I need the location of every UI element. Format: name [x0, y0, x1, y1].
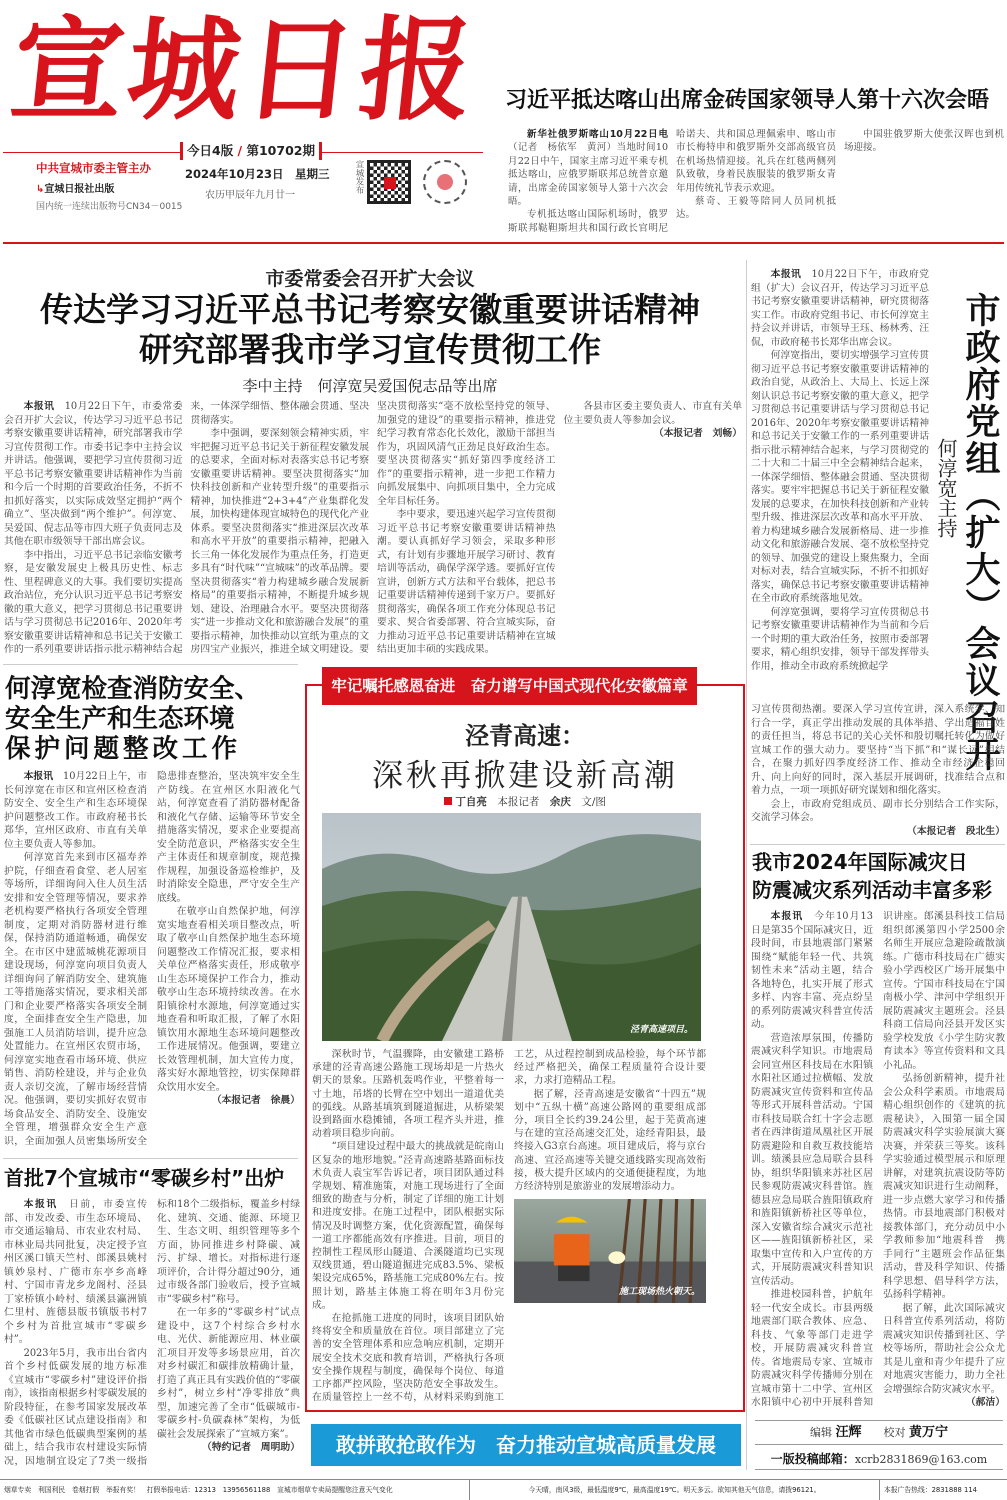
paragraph: 10月22日上午，市长何淳宽在市区和宣州区检查消防安全、安全生产和生态环境保护问题整改工作。市政府秘书长郑华，宣州区政府、市直有关单位主要负责人等参加。 — [4, 771, 148, 850]
footer-number: 114 — [964, 1486, 978, 1494]
paragraph: 营造浓厚氛围，传播防震减灾科学知识。市地震局会同宣州区科技局在水阳镇水阳社区通过拉横幅、发放防震减灾宣传资料和宣传品等形式开展科普活动。宁国市科技局联合红十字会志愿者在西津街道凤凰社区开展防震避险和自救互救技能培训。绩溪县应急局联合县科协，组织华阳镇来苏社区居民参观防震减灾科普馆。旌德县应急局联合旌阳镇政府和旌阳镇新桥社区等单位，深入安徽省综合减灾示范社区——旌阳镇新桥社区，采取集中宣传和入户宣传的方式，开展防震减灾科普知识宣传活动。 — [751, 1032, 873, 1287]
dateline: 本报讯 — [23, 401, 55, 412]
byline: （郝洁） — [965, 1397, 1005, 1408]
lunar-date: 农历甲辰年九月廿一 — [205, 190, 295, 201]
paragraph: 推进校园科普，护航年轻一代安全成长。市县两级地震部门联合教体、应急、科技、气象等部门走进学校，开展防震减灾科普宣传。省地震局专家、宣城市防震减灾科学传播师分别在宣城市第十二中学、宣州区水阳镇中心初中开展科普知识讲座。郎溪县科技工信局组织郎溪第四小学2500余名师生开展应急避险疏散演练。广德市科技局在广德实验小学西校区广场开展集中宣传。宁国市科技局在宁国南极小学、津河中学组织开展防震减灾主题班会。泾县科商工信局向泾县开发区实验学校发放《小学生防灾教育读本》等宣传资料和文具小礼品。 — [751, 911, 1005, 1408]
paragraph: （记者 杨依军 黄河）当地时间10月22日中午，国家主席习近平乘专机抵达喀山，应俄罗斯联邦总统普京邀请，出席金砖国家领导人第十六次会晤。 — [508, 142, 668, 208]
feature-title-1[interactable]: 泾青高速： — [465, 721, 585, 750]
safety-body — [4, 770, 300, 1154]
paragraph: 深秋时节，气温骤降，由安徽建工路桥承建的泾青高速公路施工现场却是一片热火朝天的景象。压路机轰鸣作业，平整着每一寸土地，吊塔的长臂在空中划出一道道优美的弧线。从路基填筑到隧道掘进，从桥梁架设到路面水稳摊铺，各项工程齐头并进，推动着项目稳步向前。 — [312, 1049, 504, 1140]
serial-number: 国内统一连续出版物号CN34－0015 — [36, 202, 183, 212]
app-badge-icon[interactable] — [423, 160, 467, 204]
paragraph: “项目建设过程中最大的挑战就是皖南山区复杂的地形地貌。”泾青高速路基路面标技术负责人袁宝军告诉记者，项目团队通过科学规划、精准施策，对施工现场进行了全面细致的勘查与分析，制定了详细的施工计划和进度安排。在施工过程中，团队根据实际情况及时调整方案，优化资源配置，确保每一道工序都能高效有序推进。目前，项目的控制性工程凤形山隧道、合溪隧道均已实现双线贯通，碧山隧道掘进完成83.5%、梁板架设完成65%，路基施工完成80%左右。按照计划，路基主体施工将在明年3月份完成。 — [312, 1141, 504, 1311]
headline-line: 安全生产和生态环境 — [5, 704, 235, 734]
submission-email[interactable]: xcrb2831869@163.com — [854, 1453, 988, 1466]
paragraph: 今年10月13日是第35个国际减灾日，近段时间，市县地震部门紧紧围绕“赋能年轻一代、共筑韧性未来”活动主题，结合各地特色，扎实开展了形式多样、内容丰富、亮点纷呈的系列防震减灾科普宣传活动。 — [751, 911, 874, 1030]
paragraph: 中国驻俄罗斯大使张汉晖也到机场迎接。 — [844, 129, 1004, 154]
dateline: 本报讯 — [23, 771, 54, 782]
worker-photo — [514, 1199, 706, 1303]
paragraph: 10月22日下午，市委常委会召开扩大会议，传达学习习近平总书记考察安徽重要讲话精神，研究部署我市学习宣传贯彻工作。市委书记李中主持会议并讲话。他强调，要把学习宣传贯彻习近平总书记考察安徽重要讲话精神作为当前和今后一个时期的首要政治任务，不折不扣抓好落实，以实际成效坚定拥护“两个确立”、坚决做到“两个维护”。何淳宽、吴爱国、倪志品等市四大班子负责同志及其他在职市级领导干部出席会议。 — [4, 401, 183, 547]
disaster-rule — [750, 844, 1005, 845]
dateline: 新华社俄罗斯喀山10月22日电 — [527, 129, 668, 140]
publisher-logo-icon: ↳ — [36, 184, 45, 195]
right-column-rule — [746, 260, 747, 1470]
byline-suffix: 文/图 — [581, 796, 606, 808]
disaster-headline-2[interactable]: 防震减灾系列活动丰富多彩 — [752, 878, 992, 902]
feature-byline — [305, 794, 745, 809]
paragraph: 各县市区委主要负责人、市直有关单位主要负责人等参加会议。 — [563, 401, 742, 426]
dateline: 本报讯 — [770, 269, 802, 280]
gov-body-narrow — [751, 268, 929, 702]
sponsor: 中共宣城市委主管主办 — [36, 161, 151, 175]
paragraph: 何淳宽强调，要将学习宣传贯彻总书记考察安徽重要讲话精神作为当前和今后一个时期的重大政治任务，按照市委部署要求，精心组织安排，领导干部发挥带头作用，推动全市政府系统掀起学 — [751, 606, 929, 672]
pages-today: 今日4版 — [187, 143, 234, 158]
paragraph: 何淳宽首先来到市区福寿养护院，仔细查看食堂、老人居室等场所，详细询问入住人员生活安排和安全管理等情况，要求养老机构要严格执行各项安全管理制度，定期对消防器材进行维保，保持消防通道畅通，确保安全。在市区中建蓝城桃花源项目建设现场，何淳宽向项目负责人详细询问了解消防安全、建筑施工等措施落实情况，要求相关部门和企业要严格落实各项安全制度，全面排查安全生产隐患，加强施工人员消防培训，提升应急处置能力。在宣州区农贸市场，何淳宽实地查看市场环境、供应销售、消防栓建设，并与企业负责人亲切交流，了解市场经营情况。他强调，要切实抓好农贸市场食品安全、消防安全、设施安全管理，增强群众安全生产意识，全面加强人员密集场所安全隐患排查整治，坚决筑牢安全生产防线。在宣州区水阳液化气站，何淳宽查看了消防器材配备和液化气存储、运输等环节安全措施落实情况，要求企业要提高安全防范意识，严格落实安全生产主体责任和规章制度，规范操作规程，加强设备巡检维护，及时消除安全隐患，严守安全生产底线。 — [4, 771, 300, 1147]
paragraph: 日前，市委宣传部、市发改委、市生态环境局、市交通运输局、市农业农村局、市林业局共同批复，决定授予宣州区溪口镇天竺村、郎溪县姚村镇妙泉村、广德市东亭乡高峰村、宁国市青龙乡龙阁村、泾县丁家桥镇小岭村、绩溪县瀛洲镇仁里村、旌德县版书镇版书村7个乡村为首批宣城市“零碳乡村”。 — [4, 1199, 148, 1345]
lead-kicker: 市委常委会召开扩大会议 — [265, 268, 475, 290]
headline-line: 何淳宽检查消防安全、 — [5, 674, 261, 704]
carbon-headline[interactable]: 首批7个宣城市“零碳乡村”出炉 — [4, 1166, 285, 1190]
proof-label: 校对 — [883, 1426, 906, 1439]
editor-name: 汪辉 — [835, 1425, 862, 1440]
author: 丁自亮 — [455, 796, 487, 808]
paragraph: 李中强调，要深刻领会精神实质，牢牢把握习近平总书记关于新征程安徽发展的总要求，全面对标对表落实总书记考察安徽重要讲话精神。要坚决贯彻落实“加快科技创新和产业转型升级”的重要指示精神，加快推进“2+3+4”产业集群化发展，加快构建体现宣城特色的现代化产业体系。要坚决贯彻落实“推进深层次改革和高水平开放”的重要指示精神，把融入长三角一体化发展作为重点任务，打造更多具有“时代味”“宣城味”的改革品牌。要坚决贯彻落实“着力构建城乡融合发展新格局”的重要指示精神，不断提升城乡规划、建设、治理融合水平。要坚决贯彻落实“进一步推动文化和旅游融合发展”的重要指示精神，加快推动以宣纸为重点的文房四宝产业振兴，推进全域文明建设。要坚决贯彻落实“毫不放松坚持党的领导、加强党的建设”的重要指示精神，推进党纪学习教育常态化长效化，激励干部担当作为，巩固风清气正劲足良好政治生态。要坚决贯彻落实“抓好第四季度经济工作”的重要指示精神，进一步把工作精力向抓发展集中、向抓项目集中，全力完成全年目标任务。 — [190, 401, 556, 655]
photo-caption: 泾青高速项目。 — [629, 1025, 693, 1035]
editor-label: 编辑 — [809, 1426, 832, 1439]
carbon-rule — [3, 1158, 298, 1159]
feature-title-2[interactable]: 深秋再掀建设新高潮 — [372, 758, 678, 794]
email-label: 一版投稿邮箱： — [770, 1452, 855, 1466]
paragraph: 在敬亭山自然保护地，何淳宽实地查看相关项目整改点，听取了敬亭山自然保护地生态环境问题整改工作情况汇报，要求相关单位严格落实责任，形成敬亭山生态环境保护工作合力，推动敬亭山生态环境持续改善。在水阳镇徐村水源地，何淳宽通过实地查看和听取汇报，了解了水阳镇饮用水源地生态环境问题整改工作进展情况。他强调，要建立长效管理机制，加大宣传力度，落实好水源地管控，切实保障群众饮用水安全。 — [157, 906, 300, 1093]
dateline: 本报讯 — [770, 911, 804, 922]
headline-line: 保护问题整改工作 — [5, 734, 242, 764]
paragraph: 弘扬创新精神，提升社会公众科学素质。市地震局精心组织创作的《建筑的抗震秘诀》，入围第一届全国防震减灾科学实验展演大赛决赛，并荣获三等奖。该科学实验通过模型展示和原理讲解，对建筑抗震设防等防震减灾知识进行生动阐释，进一步点燃大家学习和传播热情。市县地震部门积极对接教体部门，充分动员中小学教师参加“地震科普 携手同行”主题班会作品征集活动，普及科学知识、传播科学思想、倡导科学方法，弘扬科学精神。 — [883, 1073, 1005, 1300]
issue-info: 今日4版 / 第10702期 — [180, 142, 322, 160]
gov-subhead: 何淳宽主持 — [934, 438, 958, 538]
paragraph: 在一年多的“零碳乡村”试点建设中，这7个村综合乡村水电、光伏、新能源应用、林业碳汇项目开发等多场景应用，首次对乡村碳汇和碳排放精确计量，打造了真正具有实践价值的“零碳乡村”，树立乡村“净零排放”典型，加速完善了全市“低碳城市-零碳乡村-负碳森林”架构，为低碳社会发展探索了“宣城方案”。 — [157, 1307, 300, 1440]
paragraph: 在抢抓施工进度的同时，该项目团队始终将安全和质量放在首位。项目部建立了完善的安全管理体系和应急响应机制，定期开展安全技术交底和教育培训，严格执行各项安全操作规程与制度，确保每个岗位、每道工序都严控风险，坚决防范安全事故发生。在质量管控上一丝不苟，从材料采购到施工工艺，从过程控制到成品检验，每个环节都经过严格把关，确保工程质量符合设计要求，力求打造精品工程。 — [312, 1049, 706, 1404]
publisher — [36, 180, 114, 195]
masthead-divider — [3, 242, 1004, 244]
carbon-body — [4, 1198, 300, 1474]
paragraph: 习宣传贯彻热潮。要深入学习宣传宣讲，深入系统学、知行合一学，真正学出推动发展的具体举措、学出造福百姓的责任担当，将总书记的关心关怀和殷切嘱托转化为做好宣城工作的强大动力。要坚持“当下抓”和“谋长远”相结合，在聚力抓好四季度经济工作、推动全市经济企稳回升、向上向好的同时，深入基层开展调研，找准结合点和着力点，一项一项抓好研究谋划和细化落实。 — [751, 704, 1005, 796]
footer-tobacco-notice: 烟草专卖 利国利民 卷烟打假 举报有奖！ 打假举报电话：12313 13956561188 宣城市烟草专卖局提醒您注意天气变化 — [0, 1480, 470, 1500]
photo-caption: 施工现场热火朝天。 — [618, 1287, 700, 1298]
author: 余庆 — [549, 796, 571, 808]
byline: （本报记者 徐晨） — [211, 1095, 300, 1106]
footer-bar — [0, 1479, 1007, 1500]
issue-number: 第10702期 — [246, 143, 315, 158]
lead-subhead: 李中主持 何淳宽吴爱国倪志品等出席 — [242, 377, 498, 395]
paragraph: 2023年5月，我市出台省内首个乡村低碳发展的地方标准《宣城市“零碳乡村”建设评价指南》，该指南根据乡村零碳发展的阶段特征，在参考国家发展改革委《低碳社区试点建设指南》和其他省市绿色低碳典型案例的基础上，结合我市农村建设实际情况，因地制宜设定了7类一级指标和18个二级指标，覆盖乡村绿化、建筑、交通、能源、环境卫生、生态文明、组织管理等多个方面，协同推进乡村降碳、减污、扩绿、增长。对指标进行逐项评价，合计得分超过90分，通过市级各部门验收后，授予宣城市“零碳乡村”称号。 — [4, 1199, 300, 1467]
dateline: 本报讯 — [23, 1199, 58, 1210]
lead-headline-1[interactable]: 传达学习习近平总书记考察安徽重要讲话精神 — [40, 290, 700, 329]
paragraph: 据了解，此次国际减灾日科普宣传系列活动，将防震减灾知识传播到社区、学校等场所，帮助社会公众尤其是儿童和青少年提升了应对地震灾害能力，助力全社会增强综合防灾减灾水平。 — [883, 1302, 1005, 1395]
paragraph: 李中指出，习近平总书记亲临安徽考察，是安徽发展史上极具历史性、标志性、里程碑意义的大事。我们要切实提高政治站位，充分认识习近平总书记考察安徽的重大意义，把学习贯彻总书记重要讲话与学习贯彻总书记2016年、2020年考察安徽重要讲话精神和总书记关于安徽工作的一系列重要讲话指示批示精神结合起来，一体深学细悟、整体融会贯通、坚决贯彻落实。 — [4, 401, 369, 655]
top-news-headline[interactable]: 习近平抵达喀山出席金砖国家领导人第十六次会晤 — [505, 88, 990, 113]
feature-body — [312, 1048, 706, 1406]
qr-code-icon[interactable] — [367, 160, 411, 204]
safety-headline[interactable] — [5, 674, 300, 764]
editor-box — [755, 1420, 1003, 1470]
paragraph: 据了解，泾青高速是安徽省“十四五”规划中“五纵十横”高速公路网的重要组成部分，项目全长约39.24公里，起于芜黄高速与在建的宣泾高速交汇处，途经青阳县，最终接入G3京台高速。项目建成后，将与京台高速、宣泾高速等关键交通线路实现高效衔接，极大提升区域内的交通便捷程度，为地方经济特别是旅游业的发展增添动力。 — [514, 1088, 706, 1193]
paragraph: 专机抵达喀山国际机场时，俄罗斯联邦鞑靼斯坦共和国行政长官明尼哈诺夫、共和国总理佩索申、喀山市市长梅特申和俄罗斯外交部高级官员在机场热情迎接。礼兵在红毯两侧列队致敬，身着民族服装的俄罗斯女青年用传统礼节表示欢迎。 — [508, 129, 836, 234]
ad-hotline: 本报广告热线：2831888 — [884, 1486, 962, 1494]
footer-ad-hotline — [880, 1480, 1007, 1500]
gov-body-wide — [751, 703, 1005, 841]
highway-photo — [322, 813, 701, 1041]
qr-label: 宣城发布 — [354, 160, 364, 194]
byline: （特约记者 周明助） — [202, 1442, 300, 1453]
paragraph: 何淳宽指出，要切实增强学习宣传贯彻习近平总书记考察安徽重要讲话精神的政治自觉，从政治上、大局上、长远上深刻认识总书记考察安徽的重大意义，把学习贯彻总书记重要讲话与学习贯彻总书记2016年、2020年考察安徽重要讲话精神和总书记关于安徽工作的一系列重要讲话指示批示精神结合起来，与学习贯彻党的二十大和二十届三中全会精神结合起来，一体深学细悟、整体融会贯通、坚决贯彻落实。要牢牢把握总书记关于新征程安徽发展的总要求，在加快科技创新和产业转型升级、推进深层次改革和高水平开放、着力构建城乡融合发展新格局、进一步推动文化和旅游融合发展、毫不放松坚持党的领导、加强党的建设上聚焦聚力，全面对标对表，结合宣城实际，不折不扣抓好落实，确保总书记考察安徽重要讲话精神在全市政府系统落地见效。 — [751, 350, 929, 604]
newspaper-logo: 宣城日报 — [5, 5, 483, 136]
publisher-name: 宣城日报社出版 — [44, 184, 115, 195]
top-news-body — [508, 128, 1004, 238]
paragraph: 10月22日下午，市政府党组（扩大）会议召开，传达学习习近平总书记考察安徽重要讲话精神，研究贯彻落实工作。市政府党组书记、市长何淳宽主持会议并讲话，市领导王珏、杨林秀、汪侃，市政府秘书长郑华出席会议。 — [751, 269, 929, 348]
slogan-banner: 敢拼敢抢敢作为 奋力推动宣城高质量发展 — [311, 1424, 741, 1466]
byline: （本报记者 段北生） — [907, 825, 1005, 837]
gov-headline[interactable]: 市政府党组（扩大）会议召开 — [960, 292, 1000, 773]
disaster-headline-1[interactable]: 我市2024年国际减灾日 — [752, 850, 968, 874]
disaster-body — [751, 910, 1005, 1414]
proofreader-name: 黄万宁 — [909, 1425, 949, 1440]
issue-date: 2024年10月23日 星期三 — [185, 167, 330, 181]
author-role: 本报记者 — [497, 796, 540, 808]
lead-body — [4, 400, 742, 658]
footer-weather: 今天晴，南风3级，最低温度9℃，最高温度19℃。明天多云。欲知其他天气信息，请拨96121。 — [470, 1480, 880, 1500]
paragraph: 会上，市政府党组成员、副市长分别结合工作实际，交流学习体会。 — [751, 798, 1005, 823]
paragraph: 李中要求，要迅速兴起学习宣传贯彻习近平总书记考察安徽重要讲话精神热潮。要认真抓好学习领会，采取多种形式，有计划有步骤地开展学习研讨、教育培训等活动，确保学深学透。要抓好宣传宣讲，创新方式方法和平台载体，把总书记重要讲话精神传递到千家万户。要抓好贯彻落实，确保各项工作充分体现总书记要求、契合省委部署、符合宣城实际，奋力推动习近平总书记重要讲话精神在宣城结出更加丰硕的实践成果。 — [377, 509, 556, 655]
email-line — [755, 1445, 1003, 1472]
editor-line — [755, 1421, 1003, 1445]
byline: （本报记者 刘畅） — [653, 428, 742, 439]
byline-marker-icon — [444, 797, 452, 805]
left-section-rule — [3, 664, 298, 665]
paragraph: 蔡奇、王毅等陪同人员同机抵达。 — [676, 196, 836, 221]
lead-headline-2[interactable]: 研究部署我市学习宣传贯彻工作 — [139, 330, 601, 369]
feature-banner: 牢记嘱托感恩奋进 奋力谱写中国式现代化安徽篇章 — [322, 667, 697, 705]
